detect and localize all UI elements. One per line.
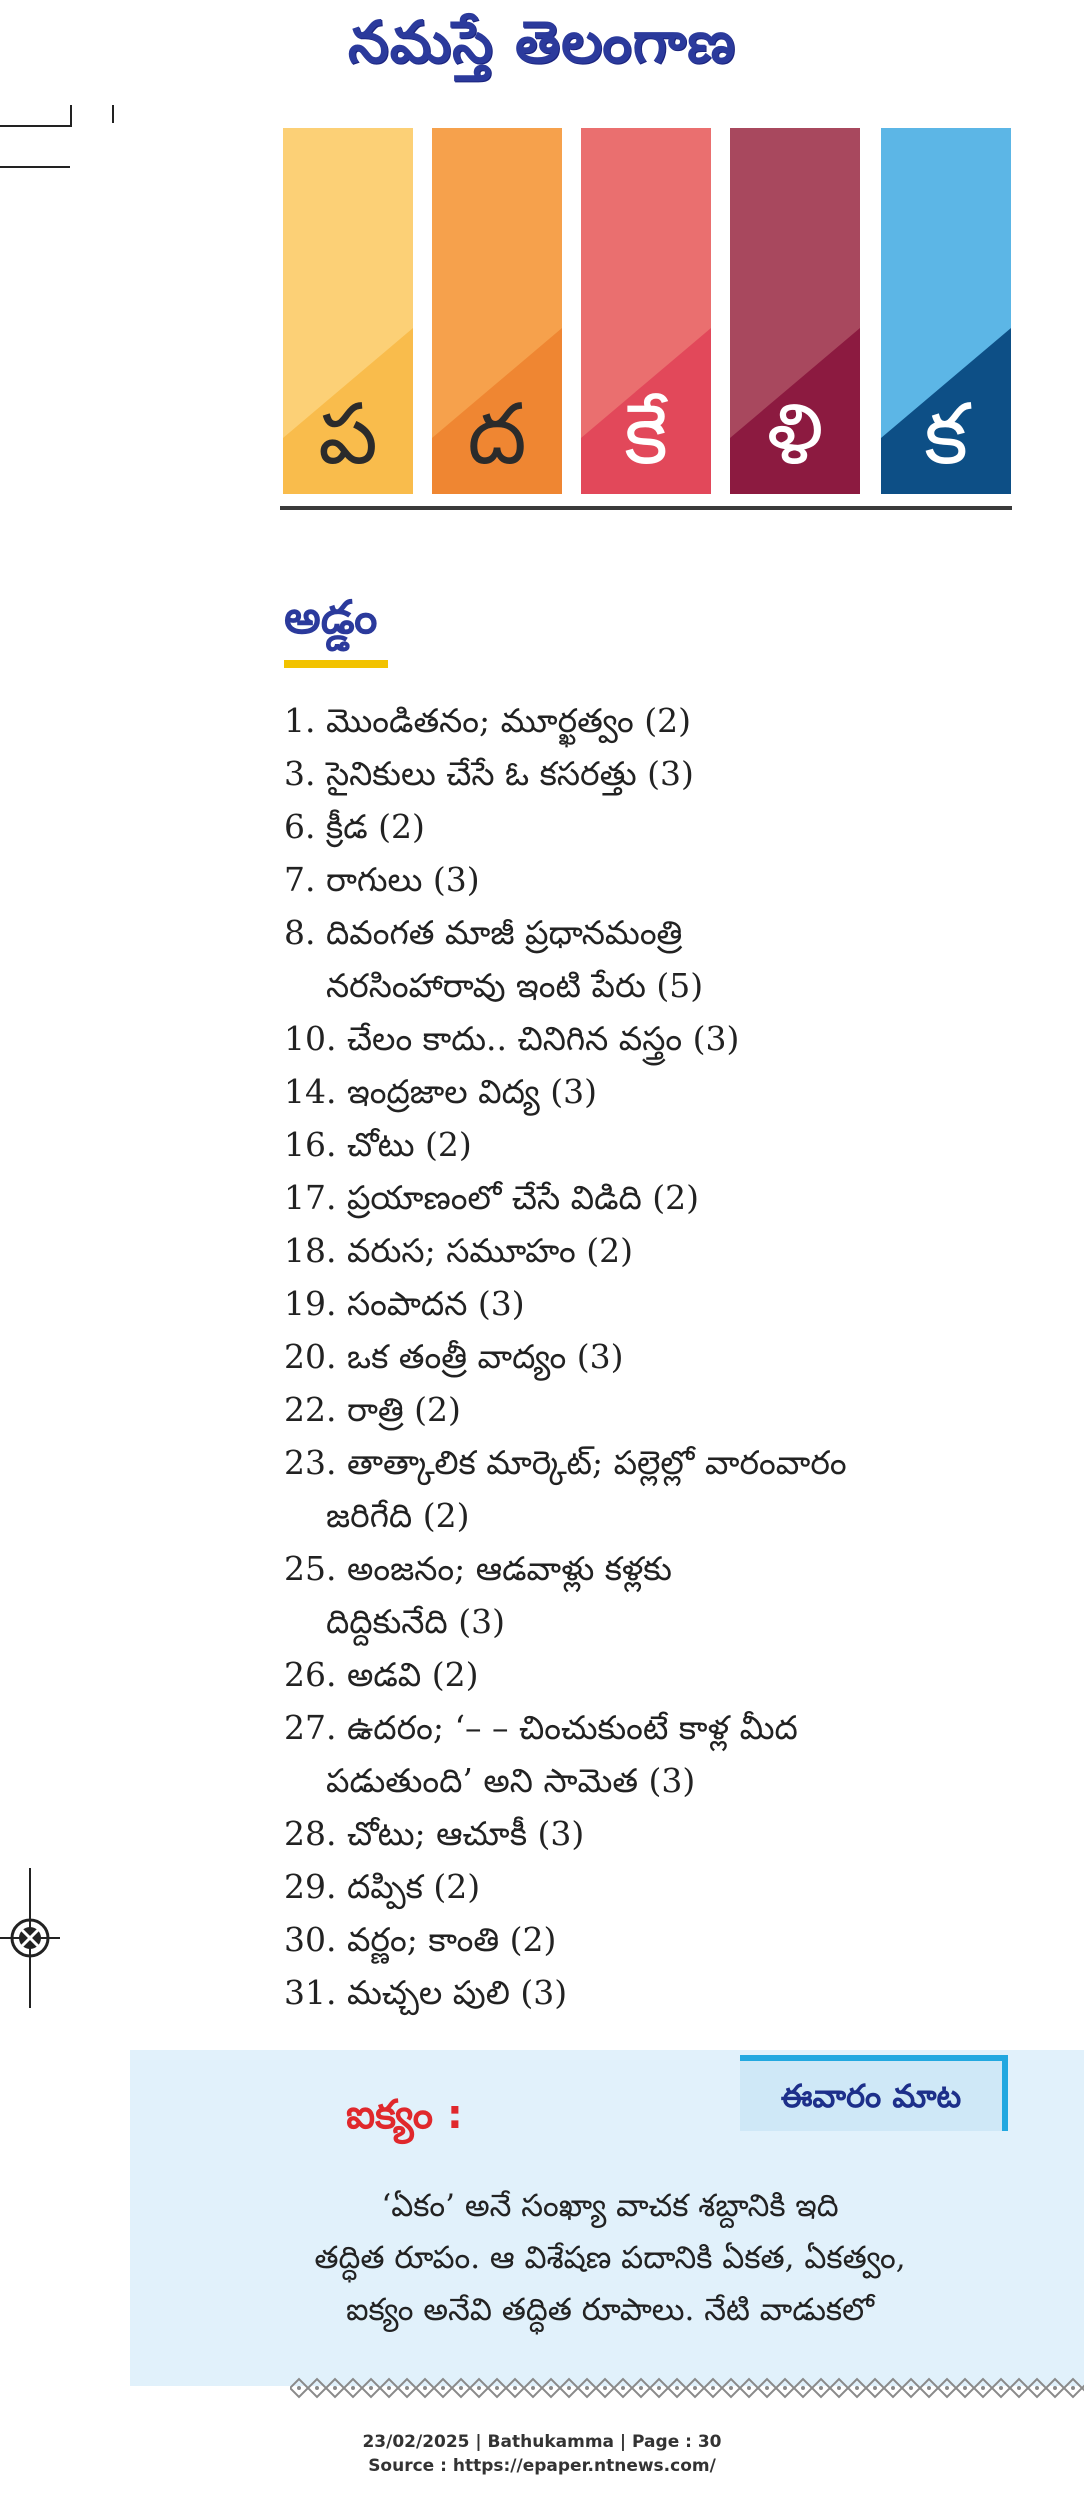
word-text-line: తద్ధిత రూపం. ఆ విశేషణ పదానికి ఏకత, ఏకత్వం, [314,2240,906,2276]
clue-text: 7. రాగులు (3) [284,860,480,899]
clue-item [284,1118,1044,1171]
clue-text-continued: నరసింహారావు ఇంటి పేరు (5) [326,966,704,1005]
section-title-across: అడ్డం [284,590,378,644]
clue-text: 20. ఒక తంత్రీ వాద్యం (3) [284,1337,624,1376]
tile-letter: ప [318,385,378,483]
clue-item [284,1913,1044,1966]
clue-item [284,1648,1044,1701]
clue-text: 25. అంజనం; ఆడవాళ్లు కళ్లకు [284,1549,672,1588]
clue-item [284,1330,1044,1383]
tile-letter: క [924,385,968,483]
clue-text: 14. ఇంద్రజాల విద్య (3) [284,1072,598,1111]
registration-mark-icon [0,1868,60,2008]
across-clue-list [284,694,1044,2019]
footer-source: Source : https://epaper.ntnews.com/ [368,2456,716,2476]
clue-item [284,1701,1044,1807]
clue-item [284,853,1044,906]
clue-text-continued: పడుతుంది’ అని సామెత (3) [326,1761,696,1800]
clue-text: 1. మొండితనం; మూర్ఖత్వం (2) [284,701,692,740]
word-of-week-title: ఐక్యం : [346,2092,463,2138]
tile-letter: ళి [766,385,824,483]
word-text-line: ‘ఏకం’ అనే సంఖ్యా వాచక శబ్దానికి ఇది [381,2188,839,2224]
clue-text: 8. దివంగత మాజీ ప్రధానమంత్రి [284,913,683,952]
masthead-logo: నమస్తే తెలంగాణ [348,8,736,76]
clue-text: 19. సంపాదన (3) [284,1284,525,1323]
clue-item [284,694,1044,747]
clue-text: 30. వర్ణం; కాంతి (2) [284,1920,557,1959]
word-of-week-text [190,2180,1030,2336]
clue-text: 26. అడవి (2) [284,1655,479,1694]
clue-text: 29. దప్పిక (2) [284,1867,481,1906]
title-tile-4 [730,128,860,494]
clue-item [284,1171,1044,1224]
clue-item [284,1542,1044,1648]
word-text-line: ఐక్యం అనేవి తద్ధిత రూపాలు. నేటి వాడుకలో [346,2292,874,2328]
clue-item [284,906,1044,1012]
clue-text-continued: దిద్దికునేది (3) [326,1602,505,1641]
title-tile-5 [881,128,1011,494]
clue-text: 23. తాత్కాలిక మార్కెట్; పల్లెల్లో వారంవారం [284,1443,847,1482]
clue-item [284,1224,1044,1277]
clue-text-continued: జరిగేది (2) [326,1496,470,1535]
clue-text: 17. ప్రయాణంలో చేసే విడిది (2) [284,1178,700,1217]
clue-item [284,1065,1044,1118]
decorative-border-strip [290,2377,1084,2399]
clue-item [284,1436,1044,1542]
clue-item [284,800,1044,853]
clue-item [284,1277,1044,1330]
crop-marks [0,100,120,180]
clue-text: 3. సైనికులు చేసే ఓ కసరత్తు (3) [284,754,694,793]
clue-text: 16. చోటు (2) [284,1125,472,1164]
clue-text: 22. రాత్రి (2) [284,1390,461,1429]
clue-text: 10. చేలం కాదు.. చినిగిన వస్త్రం (3) [284,1019,740,1058]
tile-letter: ద [467,385,527,483]
clue-item [284,1012,1044,1065]
clue-item [284,1860,1044,1913]
clue-text: 31. మచ్చల పులి (3) [284,1973,568,2012]
word-of-week-box [130,2050,1084,2386]
puzzle-title-tiles [283,128,1011,494]
clue-text: 18. వరుస; సమూహం (2) [284,1231,633,1270]
title-tile-1 [283,128,413,494]
page-footer [0,2430,1084,2478]
clue-text: 28. చోటు; ఆచూకీ (3) [284,1814,585,1853]
clue-text: 27. ఉదరం; ‘– – చించుకుంటే కాళ్ల మీద [284,1708,798,1747]
clue-text: 6. క్రీడ (2) [284,807,425,846]
title-tile-2 [432,128,562,494]
clue-item [284,1966,1044,2019]
tile-letter: కే [624,385,668,483]
title-tile-3 [581,128,711,494]
clue-item [284,747,1044,800]
footer-date-page: 23/02/2025 | Bathukamma | Page : 30 [362,2432,722,2452]
word-of-week-tag: ఈవారం మాట [740,2055,1008,2131]
section-title-underline [284,660,388,668]
clue-item [284,1807,1044,1860]
clue-item [284,1383,1044,1436]
title-divider [280,506,1012,510]
